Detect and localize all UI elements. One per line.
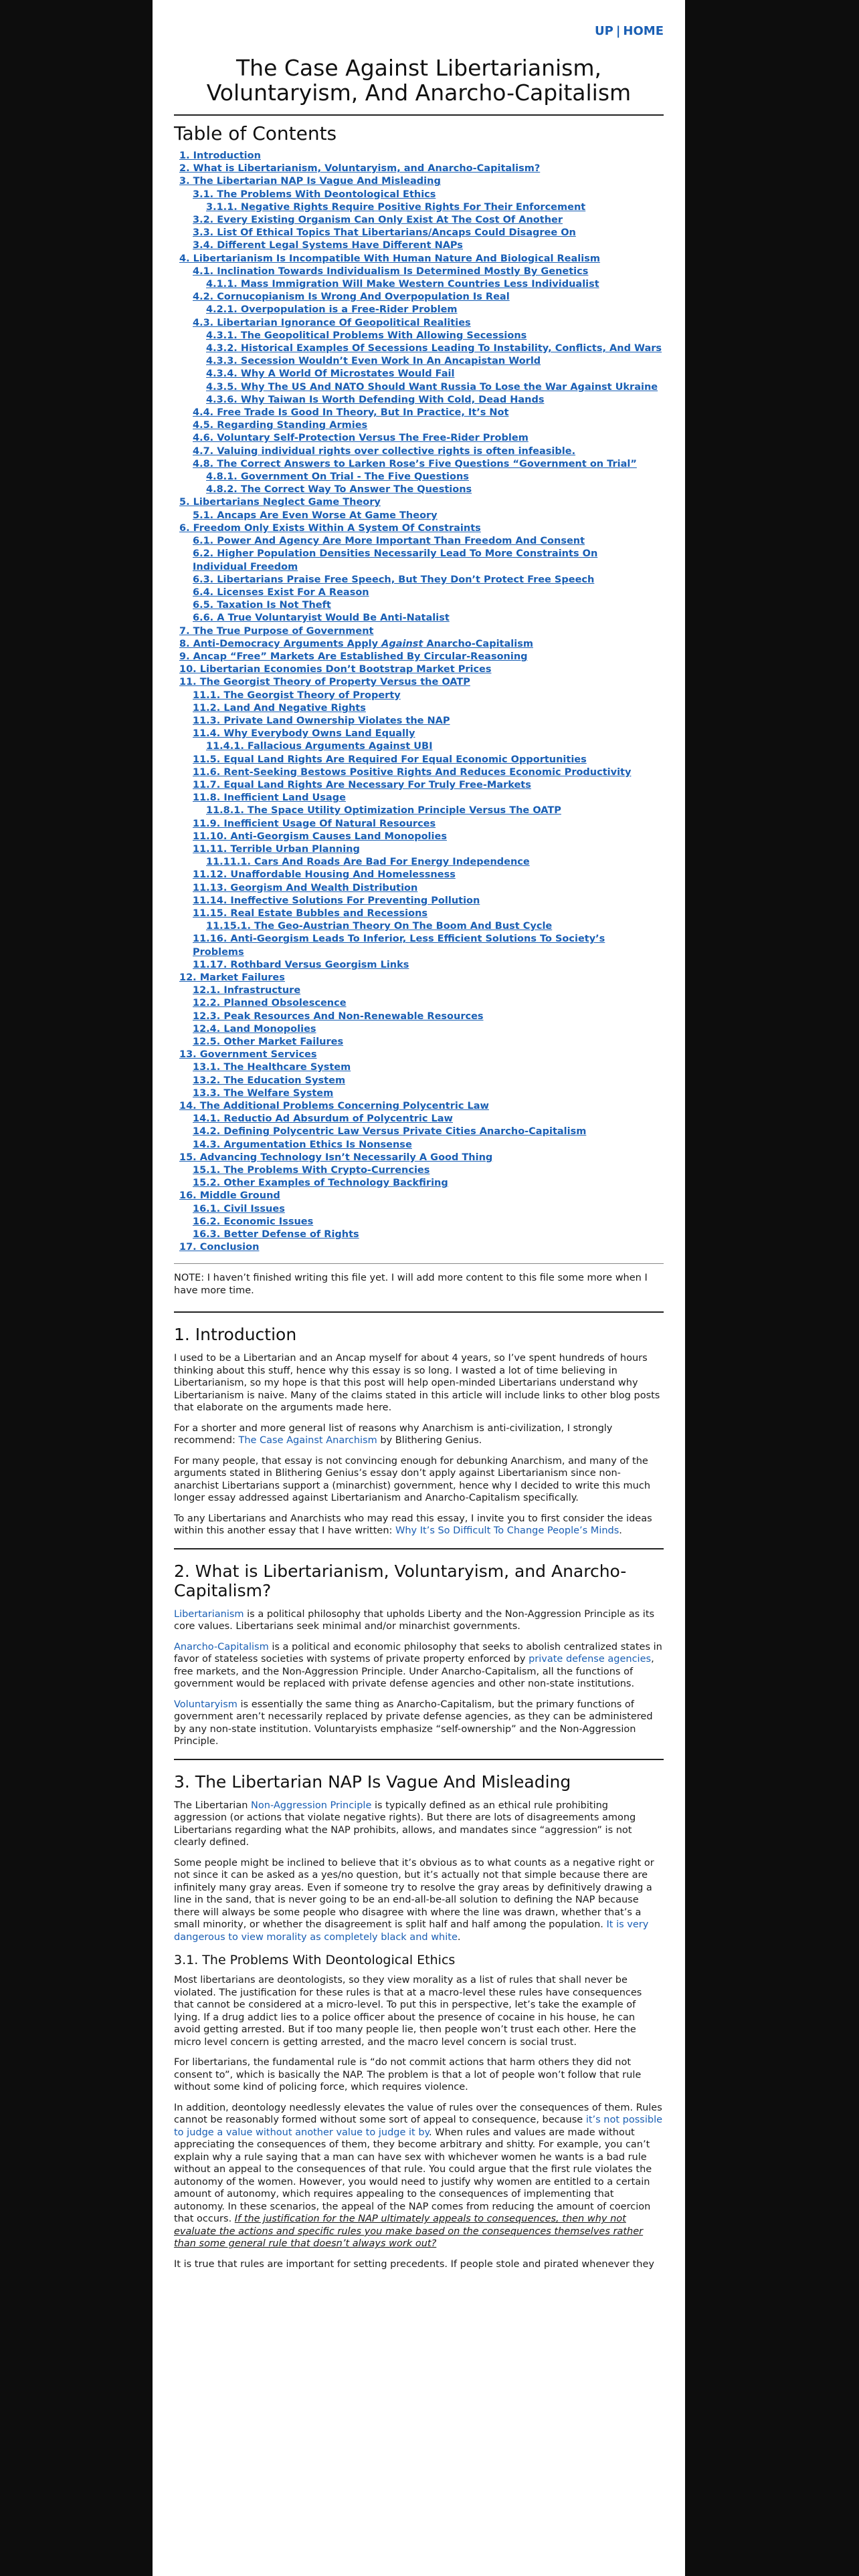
toc-link[interactable]: 12.2. Planned Obsolescence xyxy=(193,998,347,1009)
toc-link[interactable]: 11.17. Rothbard Versus Georgism Links xyxy=(193,959,409,970)
toc-link[interactable]: 6.5. Taxation Is Not Theft xyxy=(193,600,331,611)
toc-link[interactable] xyxy=(179,639,533,649)
intro-paragraph-4 xyxy=(174,1513,664,1537)
toc-item xyxy=(174,907,664,920)
toc-item xyxy=(174,1203,664,1216)
toc-item xyxy=(174,1216,664,1228)
nav-separator: | xyxy=(615,24,621,38)
toc-link[interactable]: 11.5. Equal Land Rights Are Required For Equal Economic Opportunities xyxy=(193,754,587,765)
toc-heading: Table of Contents xyxy=(174,122,337,144)
toc-link[interactable]: 13.1. The Healthcare System xyxy=(193,1062,351,1073)
toc-link[interactable]: 11.16. Anti-Georgism Leads To Inferior, Less Efficient Solutions To Society’s Problems xyxy=(193,934,605,958)
toc-link[interactable]: 15.2. Other Examples of Technology Backfiring xyxy=(193,1178,448,1189)
toc-item xyxy=(174,1152,664,1164)
text-run: . When rules and values are made without appreciating the consequences of them, they become arbitrary and shitty. For example, you can’t explain why a rule saying that a man can have sex with whichever women he wants is a bad rule without an appeal to the consequences of that rule. You could argue that the first rule violates the autonomy of the women. However, you would need to justify why women are entitled to a certain amount of autonomy, which requires appealing to the consequences of implementing that autonomy. In these scenarios, the appeal of the NAP comes from reducing the amount of coercion that occurs. xyxy=(174,2127,652,2225)
text-run: In addition, deontology needlessly elevates the value of rules over the consequences of them. Rules cannot be reasonably formed without some sort of appeal to consequence, because xyxy=(174,2102,662,2126)
toc-link[interactable]: 11.11. Terrible Urban Planning xyxy=(193,843,360,855)
toc-item xyxy=(174,432,664,445)
toc-item xyxy=(174,740,664,753)
intro-paragraph-1: I used to be a Libertarian and an Ancap myself for about 4 years, so I’ve spent hundreds of hours thinking about this stuff, hence why this essay is so long. I wasted a lot of time believing in Libertarianism, so my hope is that this post will help open-minded Libertarians understand why Libertarianism is naive. Many of the claims stated in this article will include links to other blog posts that elaborate on the arguments made here. xyxy=(174,1353,660,1414)
text-run: is a political philosophy that upholds Liberty and the Non-Aggression Principle as its core values. Libertarians seek minimal and/or minarchist governments. xyxy=(174,1608,655,1632)
toc-link[interactable]: 11.7. Equal Land Rights Are Necessary For Truly Free-Markets xyxy=(193,779,531,790)
toc-item xyxy=(174,458,664,471)
toc-link[interactable]: 11.10. Anti-Georgism Causes Land Monopolies xyxy=(193,831,447,842)
text-run: For a shorter and more general list of reasons why Anarchism is anti-civilization, I strongly recommend: xyxy=(174,1422,613,1446)
toc-item xyxy=(174,1228,664,1241)
toc-link[interactable]: 12.3. Peak Resources And Non-Renewable Resources xyxy=(193,1010,484,1022)
toc-link[interactable]: 4.2.1. Overpopulation is a Free-Rider Problem xyxy=(206,304,458,316)
text-run: Some people might be inclined to believe that it’s obvious as to what counts as a negative right or not since it can be asked as a yes/no question, but it’s actually not that simple because there are infinitely many gray areas. Even if someone try to resolve the gray areas by definitively drawing a line in the sand, that is never going to be an end-all-be-all solution to defining the NAP because there will always be some people who disagree with where the line was drawn, whether that’s a small minority, or whether the disagreement is split half and half among the population. xyxy=(174,1857,654,1931)
text-run: is typically defined as an ethical rule prohibiting aggression (or actions that violate negative rights). But there are lots of disagreements among Libertarians regarding what the NAP prohibits, allows, and mandates since “aggression” is not clearly defined. xyxy=(174,1800,636,1848)
toc-item xyxy=(174,779,664,792)
toc-item xyxy=(174,1010,664,1023)
toc-link[interactable]: 11.15. Real Estate Bubbles and Recessions xyxy=(193,907,428,919)
libertarianism-paragraph xyxy=(174,1608,664,1633)
toc-link[interactable]: 6.1. Power And Agency Are More Important Than Freedom And Consent xyxy=(193,536,585,547)
libertarianism-link[interactable]: Libertarianism xyxy=(174,1608,244,1620)
voluntaryism-link[interactable]: Voluntaryism xyxy=(174,1699,237,1710)
toc-item xyxy=(174,702,664,715)
emphasized-question: If the justification for the NAP ultimately appeals to consequences, then why not evaluate the actions and specific rules you make based on the consequences themselves rather than some general rule that doesn’t always work out? xyxy=(174,2214,644,2250)
toc-link[interactable]: 11.13. Georgism And Wealth Distribution xyxy=(193,882,418,893)
toc-item xyxy=(174,496,664,509)
toc-link[interactable]: 16.3. Better Defense of Rights xyxy=(193,1229,359,1241)
toc-link[interactable]: 11.9. Inefficient Usage Of Natural Resources xyxy=(193,818,436,829)
change-minds-link[interactable]: Why It’s So Difficult To Change People’s Minds xyxy=(395,1525,619,1537)
toc-item xyxy=(174,920,664,933)
text-run: is a political and economic philosophy that seeks to abolish centralized states in favor of stateless societies with systems of private property enforced by xyxy=(174,1641,662,1665)
toc-item xyxy=(174,1100,664,1113)
toc-item xyxy=(174,394,664,407)
toc-item xyxy=(174,175,664,188)
toc-item xyxy=(174,381,664,394)
toc-item xyxy=(174,484,664,496)
toc-link[interactable]: 11.11.1. Cars And Roads Are Bad For Energy Independence xyxy=(206,857,530,868)
private-defense-agencies-link[interactable]: private defense agencies xyxy=(529,1654,652,1665)
judge-a-value-link[interactable]: it’s not possible to judge a value without another value to judge it by xyxy=(174,2115,663,2138)
toc-link[interactable]: 6. Freedom Only Exists Within A System Of Constraints xyxy=(179,522,481,534)
toc-item xyxy=(174,638,664,651)
toc-link[interactable]: 11.2. Land And Negative Rights xyxy=(193,702,366,714)
toc-item xyxy=(174,239,664,252)
note-divider xyxy=(174,1311,664,1313)
toc-item xyxy=(174,1087,664,1100)
toc-link[interactable]: 12.5. Other Market Failures xyxy=(193,1037,344,1048)
toc-item xyxy=(174,1125,664,1138)
toc-item xyxy=(174,1190,664,1202)
toc-link[interactable]: 2. What is Libertarianism, Voluntaryism, and Anarcho-Capitalism? xyxy=(179,163,541,175)
toc-item xyxy=(174,651,664,663)
toc-link[interactable]: 11.14. Ineffective Solutions For Preventing Pollution xyxy=(193,895,480,906)
toc-link[interactable]: 14.2. Defining Polycentric Law Versus Private Cities Anarcho-Capitalism xyxy=(193,1126,587,1138)
toc-link[interactable]: 11.8.1. The Space Utility Optimization Principle Versus The OATP xyxy=(206,805,561,817)
toc-link[interactable]: 4.8.2. The Correct Way To Answer The Questions xyxy=(206,484,472,496)
toc-item xyxy=(174,1036,664,1049)
toc-item xyxy=(174,253,664,265)
non-aggression-principle-link[interactable]: Non-Aggression Principle xyxy=(251,1800,372,1811)
toc-item xyxy=(174,330,664,342)
toc-link[interactable]: 4.1.1. Mass Immigration Will Make Western Countries Less Individualist xyxy=(206,279,599,290)
toc-link[interactable]: 13.3. The Welfare System xyxy=(193,1087,334,1099)
toc-item xyxy=(174,1241,664,1254)
toc-link[interactable]: 11.6. Rent-Seeking Bestows Positive Rights And Reduces Economic Productivity xyxy=(193,766,632,778)
toc-item xyxy=(174,278,664,291)
toc-link[interactable]: 14. The Additional Problems Concerning Polycentric Law xyxy=(179,1101,489,1112)
home-link[interactable]: HOME xyxy=(623,24,664,38)
nap-paragraph-2 xyxy=(174,1857,664,1944)
toc-link[interactable]: 5.1. Ancaps Are Even Worse At Game Theory xyxy=(193,510,438,521)
toc-item xyxy=(174,1023,664,1036)
toc-link[interactable]: 11.12. Unaffordable Housing And Homelessness xyxy=(193,869,456,881)
toc-item xyxy=(174,265,664,278)
toc-link[interactable]: 11.8. Inefficient Land Usage xyxy=(193,792,346,804)
toc-link[interactable]: 4.8. The Correct Answers to Larken Rose’s Five Questions “Government on Trial” xyxy=(193,458,637,469)
toc-divider xyxy=(174,1263,664,1264)
toc-item xyxy=(174,689,664,702)
toc-link[interactable]: 13.2. The Education System xyxy=(193,1075,346,1086)
toc-link[interactable]: 12.4. Land Monopolies xyxy=(193,1023,316,1035)
toc-link[interactable]: 4.1. Inclination Towards Individualism Is Determined Mostly By Genetics xyxy=(193,265,589,277)
text-run: by Blithering Genius. xyxy=(377,1435,482,1446)
section-1-divider xyxy=(174,1548,664,1549)
toc-item xyxy=(174,445,664,458)
toc-link[interactable]: 11. The Georgist Theory of Property Versus the OATP xyxy=(179,677,470,688)
anarcho-capitalism-link[interactable]: Anarcho-Capitalism xyxy=(174,1641,269,1652)
toc-link[interactable]: 4.7. Valuing individual rights over collective rights is often infeasible. xyxy=(193,445,576,457)
toc-item xyxy=(174,997,664,1010)
title-divider xyxy=(174,114,664,116)
toc-link[interactable]: 11.15.1. The Geo-Austrian Theory On The Boom And Bust Cycle xyxy=(206,921,553,932)
toc-item xyxy=(174,972,664,984)
toc-link[interactable]: 15.1. The Problems With Crypto-Currencies xyxy=(193,1165,430,1176)
toc-link[interactable]: 3.2. Every Existing Organism Can Only Exist At The Cost Of Another xyxy=(193,215,563,226)
toc-item xyxy=(174,471,664,484)
toc-item xyxy=(174,984,664,997)
text-run: . xyxy=(457,1931,461,1943)
toc-item xyxy=(174,895,664,907)
toc-link[interactable]: 1. Introduction xyxy=(179,150,261,161)
toc-item xyxy=(174,1113,664,1125)
toc-link[interactable]: 4.3.4. Why A World Of Microstates Would Fail xyxy=(206,368,455,380)
toc-item xyxy=(174,818,664,831)
anarcho-capitalism-paragraph xyxy=(174,1641,664,1691)
toc-link[interactable]: 13. Government Services xyxy=(179,1049,317,1061)
section-1-heading: 1. Introduction xyxy=(174,1325,297,1345)
toc-link[interactable]: 3.1.1. Negative Rights Require Positive Rights For Their Enforcement xyxy=(206,201,586,213)
toc-link[interactable]: 11.4.1. Fallacious Arguments Against UBI xyxy=(206,741,433,752)
toc-link[interactable]: 16.2. Economic Issues xyxy=(193,1216,314,1227)
toc-link[interactable]: 4.8.1. Government On Trial - The Five Questions xyxy=(206,471,469,483)
toc-link[interactable]: 17. Conclusion xyxy=(179,1242,260,1253)
toc-item xyxy=(174,754,664,766)
toc-item xyxy=(174,522,664,535)
toc-item xyxy=(174,1164,664,1177)
toc-link-emphasis: Against xyxy=(381,638,423,649)
toc-link[interactable]: 4.5. Regarding Standing Armies xyxy=(193,420,368,431)
toc-item xyxy=(174,1075,664,1087)
toc-link[interactable]: 3. The Libertarian NAP Is Vague And Misleading xyxy=(179,176,441,187)
section-2-divider xyxy=(174,1759,664,1760)
toc-link[interactable]: 11.1. The Georgist Theory of Property xyxy=(193,689,401,701)
toc-item xyxy=(174,1139,664,1152)
section-3-1-heading: 3.1. The Problems With Deontological Ethics xyxy=(174,1953,456,1968)
toc-item xyxy=(174,189,664,201)
toc-item xyxy=(174,214,664,227)
toc-item xyxy=(174,227,664,239)
toc-link[interactable]: 16.1. Civil Issues xyxy=(193,1203,285,1214)
toc-item xyxy=(174,407,664,419)
top-nav xyxy=(174,0,664,38)
toc-item xyxy=(174,843,664,856)
toc-link[interactable]: 14.3. Argumentation Ethics Is Nonsense xyxy=(193,1139,412,1150)
section-3-heading: 3. The Libertarian NAP Is Vague And Misleading xyxy=(174,1772,571,1792)
up-link[interactable]: UP xyxy=(595,24,613,38)
toc-item xyxy=(174,933,664,958)
nap-paragraph-1 xyxy=(174,1800,664,1849)
toc-item xyxy=(174,728,664,740)
toc-link[interactable]: 4.3.5. Why The US And NATO Should Want Russia To Lose the War Against Ukraine xyxy=(206,381,658,393)
toc-link[interactable]: 12. Market Failures xyxy=(179,972,285,983)
text-run: . xyxy=(619,1525,622,1537)
toc-item xyxy=(174,882,664,895)
toc-item xyxy=(174,715,664,728)
toc-item xyxy=(174,419,664,432)
toc-link[interactable]: 3.3. List Of Ethical Topics That Libertarians/Ancaps Could Disagree On xyxy=(193,227,576,239)
toc-item xyxy=(174,612,664,625)
toc-item xyxy=(174,317,664,330)
toc-link[interactable]: 11.4. Why Everybody Owns Land Equally xyxy=(193,728,415,740)
toc-link[interactable]: 7. The True Purpose of Government xyxy=(179,625,374,637)
table-of-contents xyxy=(174,150,664,1254)
toc-link[interactable]: 4.6. Voluntary Self-Protection Versus The Free-Rider Problem xyxy=(193,433,529,444)
toc-link[interactable]: 3.1. The Problems With Deontological Ethics xyxy=(193,189,436,200)
toc-link[interactable]: 11.3. Private Land Ownership Violates the NAP xyxy=(193,715,450,726)
toc-item xyxy=(174,586,664,599)
text-run: , free markets, and the Non-Aggression Principle. Under Anarcho-Capitalism, all the functions of government would be replaced with private defense agencies and other non-state institutions. xyxy=(174,1654,654,1690)
toc-item xyxy=(174,291,664,304)
toc-link[interactable]: 5. Libertarians Neglect Game Theory xyxy=(179,497,381,508)
toc-item xyxy=(174,150,664,163)
toc-item xyxy=(174,792,664,804)
toc-link[interactable]: 14.1. Reductio Ad Absurdum of Polycentric Law xyxy=(193,1113,453,1125)
draft-note: NOTE: I haven’t finished writing this file yet. I will add more content to this file some more when I have more time. xyxy=(174,1273,648,1296)
section-2-heading: 2. What is Libertarianism, Voluntaryism, and Anarcho-Capitalism? xyxy=(174,1561,627,1600)
toc-item xyxy=(174,663,664,676)
toc-item xyxy=(174,625,664,638)
toc-item xyxy=(174,355,664,368)
voluntaryism-paragraph xyxy=(174,1699,664,1748)
text-run: To any Libertarians and Anarchists who may read this essay, I invite you to first consider the ideas within this another essay that I have written: xyxy=(174,1513,652,1537)
text-run: is essentially the same thing as Anarcho-Capitalism, but the primary functions of government aren’t necessarily replaced by private defense agencies, as they can be administered by any non-state institution. Voluntaryists emphasize “self-ownership” and the Non-Aggression Principle. xyxy=(174,1699,653,1747)
toc-item xyxy=(174,869,664,881)
deontology-paragraph-4: It is true that rules are important for setting precedents. If people stole and pirated whenever they xyxy=(174,2258,654,2270)
toc-link[interactable]: 6.3. Libertarians Praise Free Speech, But They Don’t Protect Free Speech xyxy=(193,574,595,585)
text-run: The Libertarian xyxy=(174,1800,252,1811)
toc-link-text: 8. Anti-Democracy Arguments Apply xyxy=(179,638,382,649)
toc-link[interactable]: 6.4. Licenses Exist For A Reason xyxy=(193,586,369,598)
toc-item xyxy=(174,804,664,817)
toc-link[interactable]: 16. Middle Ground xyxy=(179,1190,280,1202)
toc-link[interactable]: 3.4. Different Legal Systems Have Different NAPs xyxy=(193,240,463,251)
toc-item xyxy=(174,535,664,548)
toc-item xyxy=(174,1049,664,1061)
case-against-anarchism-link[interactable]: The Case Against Anarchism xyxy=(238,1435,377,1446)
article-page xyxy=(153,0,685,2576)
toc-link[interactable]: 4.3.6. Why Taiwan Is Worth Defending With Cold, Dead Hands xyxy=(206,394,545,405)
toc-item xyxy=(174,548,664,573)
toc-item xyxy=(174,959,664,972)
toc-item xyxy=(174,831,664,843)
toc-item xyxy=(174,510,664,522)
toc-item xyxy=(174,574,664,586)
deontology-paragraph-2: For libertarians, the fundamental rule is “do not commit actions that harm others they did not consent to”, which is basically the NAP. The problem is that a lot of people won’t follow that rule without some kind of policing force, which requires violence. xyxy=(174,2057,642,2093)
toc-link[interactable]: 4.3.2. Historical Examples Of Secessions Leading To Instability, Conflicts, And Wars xyxy=(206,343,662,354)
toc-link[interactable]: 4.3. Libertarian Ignorance Of Geopolitical Realities xyxy=(193,317,471,328)
toc-link-text: Anarcho-Capitalism xyxy=(423,638,533,649)
toc-item xyxy=(174,304,664,316)
toc-item xyxy=(174,163,664,175)
toc-item xyxy=(174,676,664,689)
page-title: The Case Against Libertarianism, Voluntaryism, And Anarcho-Capitalism xyxy=(206,55,632,106)
toc-link[interactable]: 9. Ancap “Free” Markets Are Established By Circular-Reasoning xyxy=(179,651,528,662)
toc-link[interactable]: 6.2. Higher Population Densities Necessarily Lead To More Constraints On Individual Freedom xyxy=(193,548,598,572)
toc-item xyxy=(174,342,664,355)
toc-link[interactable]: 15. Advancing Technology Isn’t Necessarily A Good Thing xyxy=(179,1152,493,1163)
toc-item xyxy=(174,1061,664,1074)
toc-item xyxy=(174,368,664,381)
toc-item xyxy=(174,766,664,779)
toc-link[interactable]: 4.3.3. Secession Wouldn’t Even Work In An Ancapistan World xyxy=(206,356,541,367)
toc-link[interactable]: 6.6. A True Voluntaryist Would Be Anti-Natalist xyxy=(193,613,450,624)
intro-paragraph-2 xyxy=(174,1422,664,1447)
toc-item xyxy=(174,201,664,214)
toc-item xyxy=(174,856,664,869)
toc-link[interactable]: 10. Libertarian Economies Don’t Bootstrap Market Prices xyxy=(179,664,492,675)
toc-link[interactable]: 12.1. Infrastructure xyxy=(193,985,301,996)
toc-link[interactable]: 4. Libertarianism Is Incompatible With Human Nature And Biological Realism xyxy=(179,253,600,264)
black-and-white-morality-link[interactable]: It is very dangerous to view morality as completely black and white xyxy=(174,1919,649,1943)
toc-link[interactable]: 4.4. Free Trade Is Good In Theory, But In Practice, It’s Not xyxy=(193,407,509,419)
toc-link[interactable]: 4.3.1. The Geopolitical Problems With Allowing Secessions xyxy=(206,330,527,341)
deontology-paragraph-3 xyxy=(174,2102,664,2250)
toc-item xyxy=(174,599,664,612)
toc-link[interactable]: 4.2. Cornucopianism Is Wrong And Overpopulation Is Real xyxy=(193,292,510,303)
deontology-paragraph-1: Most libertarians are deontologists, so they view morality as a list of rules that shall never be violated. The justification for these rules is that at a macro-level these rules have consequences that cannot be considered at a micro-level. To put this in perspective, let’s take the example of lying. If a drug addict lies to a police officer about the presence of cocaine in his house, he can avoid getting arrested. But if too many people lie, then people won’t trust each other. Here the micro level concern is getting arrested, and the macro level concern is social trust. xyxy=(174,1975,642,2048)
intro-paragraph-3: For many people, that essay is not convincing enough for debunking Anarchism, and many of the arguments stated in Blithering Genius’s essay don’t apply against Libertarianism since non-anarchist Libertarians support a (minarchist) government, hence why I decided to write this much longer essay addressed against Libertarianism and Anarcho-Capitalism specifically. xyxy=(174,1455,651,1504)
toc-item xyxy=(174,1177,664,1190)
